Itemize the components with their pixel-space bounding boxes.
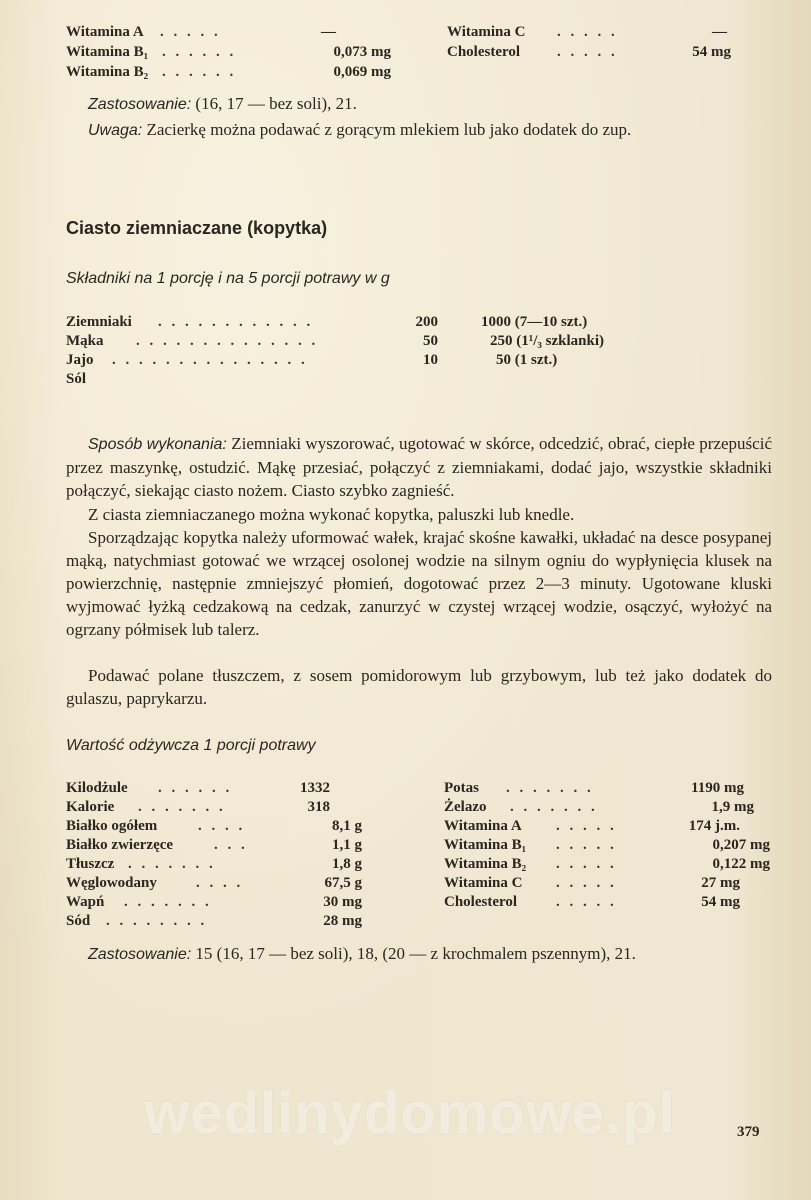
ingredient-per-portion: 50 <box>423 333 438 349</box>
nutrition-row: Białko zwierzęce . . . 1,1 g <box>66 837 362 853</box>
nutrition-row: Cholesterol . . . . . 54 mg <box>447 44 731 60</box>
ingredient-name: Jajo <box>66 352 94 368</box>
nutrition-row: Cholesterol . . . . . 54 mg <box>444 894 740 910</box>
nutrition-row: Kalorie . . . . . . . 318 <box>66 799 330 815</box>
recipe-title: Ciasto ziemniaczane (kopytka) <box>66 218 328 238</box>
nutrition-value: 0,069 mg <box>333 64 391 80</box>
nutrition-row: Witamina B₁ . . . . . 0,207 mg <box>444 837 770 853</box>
ingredient-total: 250 (1¹/₃ szklanki) <box>490 333 605 349</box>
nutrition-row: Potas . . . . . . . 1190 mg <box>444 780 744 796</box>
nutrition-row: Witamina B₂ . . . . . . 0,069 mg <box>66 64 391 80</box>
nutrition-value: 0,073 mg <box>333 44 391 60</box>
watermark: wedlinydomowe.pl <box>144 1081 676 1146</box>
ingredients-heading: Składniki na 1 porcję i na 5 porcji potrawy w g <box>66 270 390 287</box>
recipe-zastosowanie: Zastosowanie: 15 (16, 17 — bez soli), 18, (20 — z krochmalem pszennym), 21. <box>88 944 636 963</box>
nutrition-label: Witamina C <box>447 24 526 40</box>
nutrition-value: — <box>321 24 336 40</box>
nutrition-row: Białko ogółem . . . . 8,1 g <box>66 818 362 834</box>
ingredient-row <box>66 369 646 389</box>
nutrition-row: Żelazo . . . . . . . 1,9 mg <box>444 799 754 815</box>
nutrition-row: Sód . . . . . . . . 28 mg <box>66 913 362 929</box>
nutrition-label: Witamina A <box>66 24 144 40</box>
ingredient-row: Ziemniaki . . . . . . . . . . . . 200 1000 (7—10 szt.) <box>66 314 588 330</box>
ingredient-total: 50 (1 szt.) <box>496 352 558 368</box>
nutrition-label: Cholesterol <box>447 44 521 60</box>
nutrition-row: Witamina B₁ . . . . . . 0,073 mg <box>66 44 391 60</box>
nutrition-row: Witamina C . . . . . 27 mg <box>444 875 740 891</box>
nutrition-row: Tłuszcz . . . . . . . 1,8 g <box>66 856 362 872</box>
nutrition-row: Witamina A . . . . . — <box>66 24 336 40</box>
ingredient-name: Ziemniaki <box>66 314 132 330</box>
top-zastosowanie: Zastosowanie: (16, 17 — bez soli), 21. <box>88 94 357 113</box>
ingredient-per-portion: 10 <box>423 352 438 368</box>
method-paragraph-3: Sporządzając kopytka należy uformować wałek, krajać skośne kawałki, układać na desce posypanej mąką, natychmiast gotować we wrzącej osolonej wodzie na silnym ogniu do wypłynięcia klusek na powierzchnię, następnie zmniejszyć płomień, dogotować przez 2—3 minuty. Ugotowane kluski wyjmować łyżką cedzakową na cedzak, zanurzyć w czystej wrzącej wodzie, osączyć, wyłożyć na ogrzany półmisek lub talerz. <box>66 528 772 639</box>
nutrition-value: — <box>712 24 727 40</box>
nutrition-row: Wapń . . . . . . . 30 mg <box>66 894 362 910</box>
ingredient-total: 1000 (7—10 szt.) <box>481 314 588 330</box>
top-uwaga: Uwaga: Zacierkę można podawać z gorącym mlekiem lub jako dodatek do zup. <box>88 120 632 139</box>
ingredient-name: Sól <box>66 371 87 387</box>
nutrition-label: Witamina B₂ <box>66 64 149 80</box>
ingredient-row: Jajo . . . . . . . . . . . . . . . 10 50 (1 szt.) <box>66 352 558 368</box>
ingredient-name: Mąka <box>66 333 104 349</box>
nutrition-row: Witamina A . . . . . 174 j.m. <box>444 818 740 834</box>
method-paragraph-2: Z ciasta ziemniaczanego można wykonać kopytka, paluszki lub knedle. <box>88 505 575 524</box>
serving-paragraph: Podawać polane tłuszczem, z sosem pomidorowym lub grzybowym, lub też jako dodatek do gulaszu, paprykarzu. <box>66 666 772 708</box>
nutrition-row: Węglowodany . . . . 67,5 g <box>66 875 362 891</box>
nutrition-row: Witamina B₂ . . . . . 0,122 mg <box>444 856 770 872</box>
nutrition-label: Witamina B₁ <box>66 44 149 60</box>
nutrition-heading: Wartość odżywcza 1 porcji potrawy <box>66 737 316 754</box>
nutrition-row: Kilodżule . . . . . . 1332 <box>66 780 330 796</box>
ingredient-row: Mąka . . . . . . . . . . . . . . 50 250 (1¹/₃ szklanki) <box>66 333 605 349</box>
method-paragraph: Sposób wykonania: Ziemniaki wyszorować, ugotować w skórce, odcedzić, obrać, ciepłe przepuścić przez maszynkę, ostudzić. Mąkę przesiać, połączyć z ziemniakami, dodać jajo, wszystkie składniki połączyć, siekając ciasto nożem. Ciasto szybko zagnieść. <box>66 434 772 500</box>
page-number: 379 <box>737 1124 760 1140</box>
ingredient-per-portion: 200 <box>415 314 438 330</box>
nutrition-row: Witamina C . . . . . — <box>447 24 727 40</box>
nutrition-value: 54 mg <box>692 44 731 60</box>
